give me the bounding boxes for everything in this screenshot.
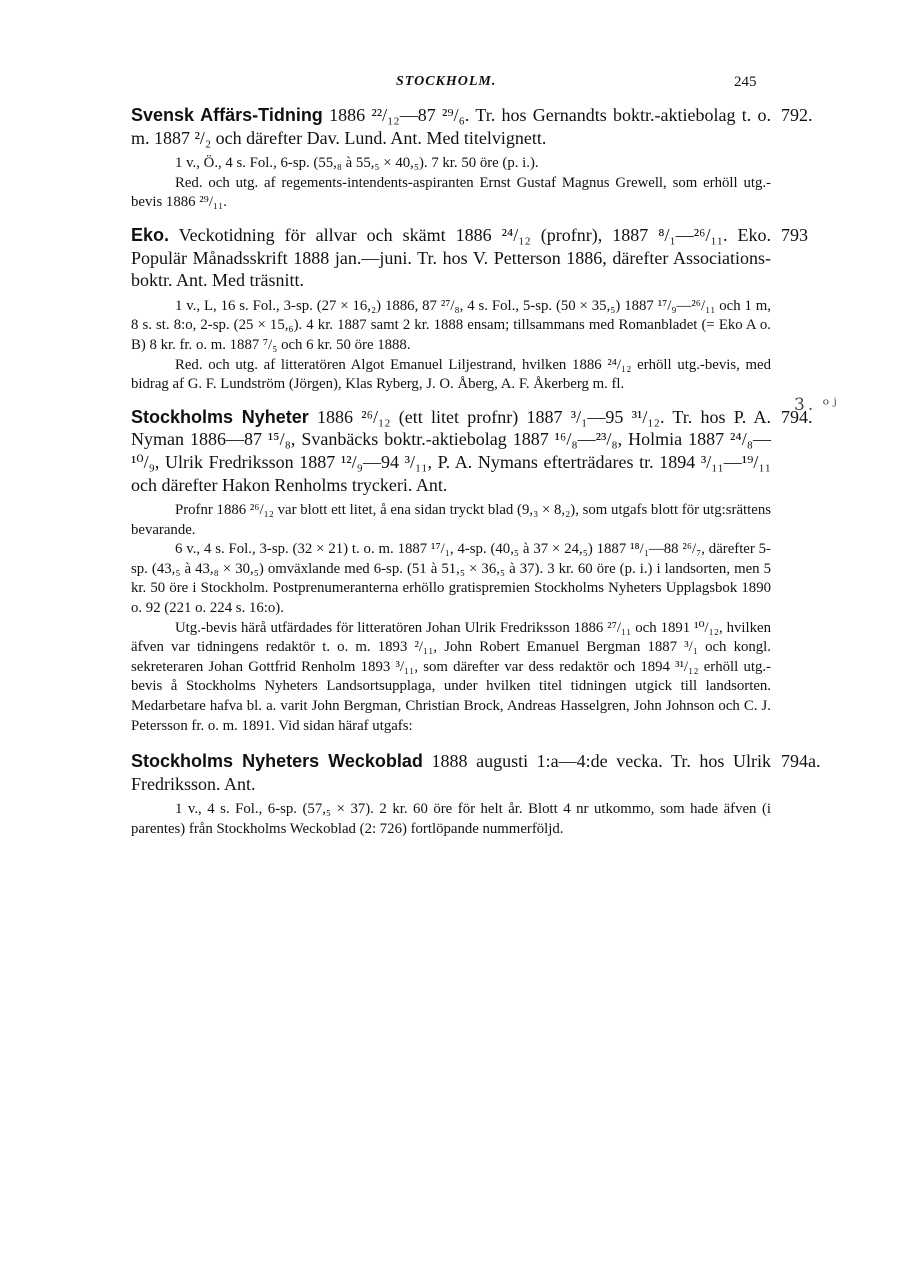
entry-792 [131, 104, 813, 213]
entry-heading [131, 750, 771, 795]
entry-heading-text: 1886 ²²/₁₂—87 ²⁹/₆. Tr. hos Gernandts boktr.-aktiebolag t. o. m. 1887 ²/₂ och därefter Dav. Lund. Ant. Med titelvignett. [131, 105, 771, 148]
entry-title: Stockholms Nyheter [131, 406, 309, 427]
entry-number: 794. [781, 406, 813, 427]
entry-note: Red. och utg. af regements-intendents-aspiranten Ernst Gustaf Magnus Grewell, som erhöll utg.-bevis 1886 ²⁹/₁₁. [131, 174, 771, 211]
entry-number: 793 [781, 224, 808, 245]
entry-title: Eko. [131, 224, 170, 245]
entry-heading-text: 1886 ²⁶/₁₂ (ett litet profnr) 1887 ³/₁—95 ³¹/₁₂. Tr. hos P. A. Nyman 1886—87 ¹⁵/₈, Svanbäcks boktr.-aktiebolag 1887 ¹⁶/₈—²³/₈, Holmia 1887 ²⁴/₈—¹⁰/₉, Ulrik Fredriksson 1887 ¹²/₉—94 ³/₁₁, P. A. Nymans efterträdares tr. 1894 ³/₁₁—¹⁹/₁₁ och därefter Hakon Renholms tryckeri. Ant. [131, 406, 771, 495]
entry-title: Svensk Affärs-Tidning [131, 105, 323, 125]
entry-note: Red. och utg. af litteratören Algot Emanuel Liljestrand, hvilken 1886 ²⁴/₁₂ erhöll utg.-bevis, med bidrag af G. F. Lundström (Jörgen), Klas Ryberg, J. O. Åberg, A. F. Åkerberg m. fl. [131, 356, 771, 393]
page-number: 245 [734, 74, 757, 90]
entry-title: Stockholms Nyheters Weckoblad [131, 751, 423, 772]
running-title: STOCKHOLM. [396, 74, 497, 89]
entry-note: 1 v., L, 16 s. Fol., 3-sp. (27 × 16,₂) 1886, 87 ²⁷/₈, 4 s. Fol., 5-sp. (50 × 35,₅) 1887 ¹⁷/₉—²⁶/₁₁ och 1 m, 8 s. st. 8:o, 2-sp. (25 × 15,₆). 4 kr. 1887 samt 2 kr. 1888 ensam; tillsammans med Romanbladet (= Eko A o. B) 8 kr. fr. o. m. 1887 ⁷/₅ och 6 kr. 50 öre 1888. [131, 297, 771, 353]
margin-annotation: 3. ᵒʲ [794, 395, 840, 415]
entry-heading [131, 224, 771, 292]
entry-note: 6 v., 4 s. Fol., 3-sp. (32 × 21) t. o. m. 1887 ¹⁷/₁, 4-sp. (40,₅ à 37 × 24,₅) 1887 ¹⁸/₁—88 ²⁶/₇, därefter 5-sp. (43,₅ à 43,₈ × 30,₅) omväxlande med 6-sp. (51 à 51,₅ × 36,₅ à 37). 3 kr. 60 öre (p. i.) i landsorten, men 5 kr. 50 öre i Stockholm. Postprenumeranterna erhöllo gratispremien Stockholms Nyheters Upplagsbok 1890 o. 92 (221 o. 224 s. 16:o). [131, 541, 771, 617]
entry-heading-text: Veckotidning för allvar och skämt 1886 ²⁴/₁₂ (profnr), 1887 ⁸/₁—²⁶/₁₁. Eko. Populär Månadsskrift 1888 jan.—juni. Tr. hos V. Petterson 1886, därefter Associations-boktr. Ant. Med träsnitt. [131, 224, 771, 291]
entry-heading [131, 104, 771, 149]
entry-heading-text: 1888 augusti 1:a—4:de vecka. Tr. hos Ulrik Fredriksson. Ant. [131, 751, 771, 794]
entry-note: 1 v., Ö., 4 s. Fol., 6-sp. (55,₈ à 55,₅ × 40,₅). 7 kr. 50 öre (p. i.). [175, 155, 539, 172]
entry-heading [131, 406, 771, 496]
entry-number: 794a. [781, 751, 821, 772]
entry-793 [131, 224, 808, 395]
entry-note: Utg.-bevis härå utfärdades för litteratören Johan Ulrik Fredriksson 1886 ²⁷/₁₁ och 1891 ¹⁰/₁₂, hvilken äfven var tidningens redaktör t. o. m. 1893 ²/₁₁, John Robert Emanuel Bergman 1887 ³/₁ och kongl. sekreteraren Johan Gottfrid Renholm 1893 ³/₁₁, som därefter var dess redaktör och 1894 ³¹/₁₂ erhöll utg.-bevis å Stockholms Nyheters Landsortsupplaga, under hvilken titel tidningen utgick till landsorten. Medarbetare hafva bl. a. varit John Bergman, Christian Brock, Andreas Hasselgren, John Johnson och C. J. Petersson fr. o. m. 1891. Vid sidan häraf utgafs: [131, 619, 771, 734]
entry-note: 1 v., 4 s. Fol., 6-sp. (57,₅ × 37). 2 kr. 60 öre för helt år. Blott 4 nr utkommo, som hade äfven (i parentes) från Stockholms Weckoblad (2: 726) fortlöpande nummerföljd. [131, 801, 771, 837]
entry-794 [131, 406, 813, 737]
entry-note: Profnr 1886 ²⁶/₁₂ var blott ett litet, å ena sidan tryckt blad (9,₃ × 8,₂), som utgafs blott för utg:srättens bevarande. [131, 502, 771, 538]
entry-794a [131, 750, 821, 839]
entry-number: 792. [781, 105, 813, 125]
page-header [0, 74, 924, 96]
